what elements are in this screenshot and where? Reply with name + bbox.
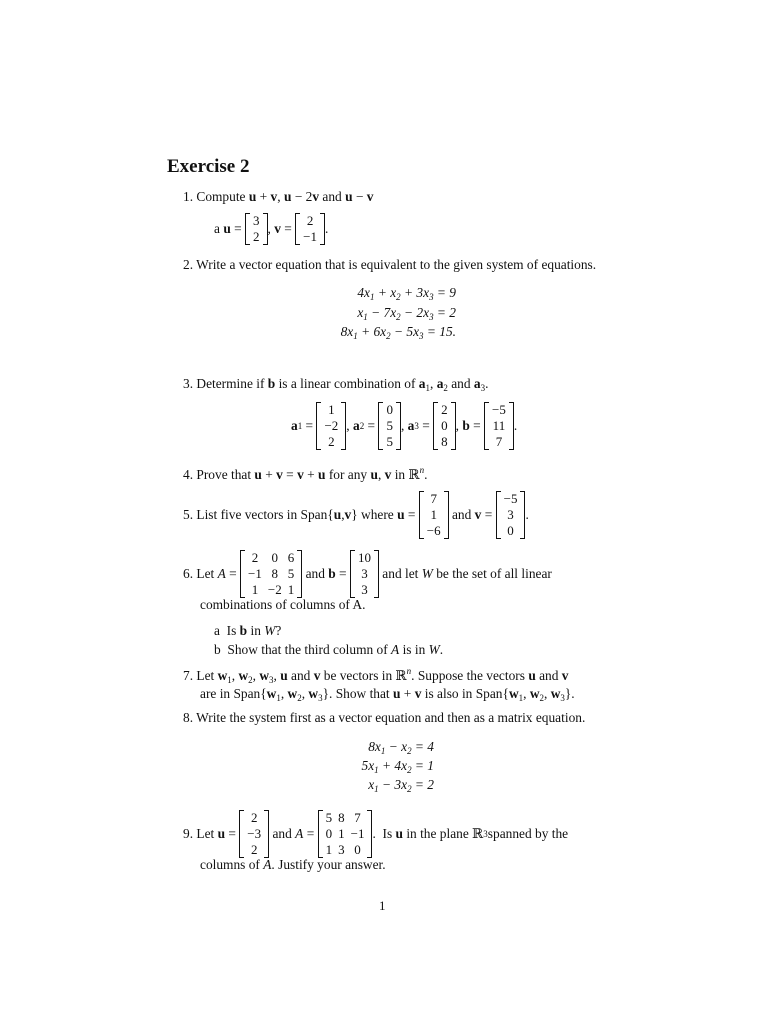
q7-line2: are in $Span\{w_1$, $w_2$, $w_3$}. Show that u + v is also in $Span\{w_1$, $w_2$, $w_3$}. xyxy=(200,686,575,703)
q3-a1-entry: 1 xyxy=(328,402,335,417)
q1-v-entry: 2 xyxy=(306,213,314,228)
q5-v-entry: −5 xyxy=(503,491,518,506)
q6-b-entry: 3 xyxy=(361,582,368,597)
q9-a-entry: 1 xyxy=(325,842,333,857)
q1-vector-v xyxy=(295,213,325,245)
q6-a-entry: 1 xyxy=(287,582,295,597)
q9-a-entry: 1 xyxy=(338,826,345,841)
q9-u-entry: 2 xyxy=(250,810,258,825)
q8-equation-3: $x_1 - 3x_2 = 2$ xyxy=(368,777,434,794)
q3-vector-a3 xyxy=(433,402,456,450)
q1-vector-u xyxy=(245,213,268,245)
q9-line2: columns of A. Justify your answer. xyxy=(200,857,386,872)
q5-vector-u xyxy=(419,491,449,539)
q9-a-entry: 3 xyxy=(338,842,345,857)
q5-u-entry: 7 xyxy=(430,491,437,506)
q9-a-entry: 5 xyxy=(325,810,333,825)
q2-equation-1: $4x_1 + x_2 + 3x_3 = 9$ xyxy=(357,285,456,302)
q9-vector-u xyxy=(239,810,269,858)
q6-b-entry: 10 xyxy=(357,550,371,565)
q9-a-entry: 0 xyxy=(325,826,333,841)
q6-a-entry: 6 xyxy=(287,550,295,565)
q3-a3-entry: 0 xyxy=(441,418,448,433)
q1-prompt: 1. Compute u + v, u − 2v and u − v xyxy=(183,189,374,204)
q3-vector-b xyxy=(484,402,514,450)
q1-part-a: a u = 3 2 , v = 2 −1 . xyxy=(214,213,329,244)
q6-a-entry: 2 xyxy=(251,550,259,565)
q6-a-entry: 0 xyxy=(271,550,279,565)
q6-prompt: 6. Let A = 2 0 6 −1 8 5 1 −2 1 and b = 10 3 3 and let W be the set of all linear xyxy=(183,550,552,597)
q6-a-entry: 8 xyxy=(271,566,279,581)
q3-prompt: 3. Determine if b is a linear combination of $a_1$, $a_2$ and $a_3$. xyxy=(183,376,489,393)
q6-a-entry: 1 xyxy=(251,582,259,597)
q8-equation-2: $5x_1 + 4x_2 = 1$ xyxy=(361,758,434,775)
q6-a-entry: −1 xyxy=(248,566,262,581)
q7-line1: 7. Let $w_1$, $w_2$, $w_3$, u and v be vectors in ℝ$^n$. Suppose the vectors u and v xyxy=(183,666,569,685)
q2-equation-2: $x_1 - 7x_2 - 2x_3 = 2$ xyxy=(357,305,456,322)
q9-prompt: 9. Let u = 2 −3 2 and A = 5 8 7 0 1 −1 1 3 0 . Is u in the plane ℝ 3 spanned by the xyxy=(183,810,569,857)
q9-matrix-a xyxy=(318,810,373,858)
q9-u-entry: 2 xyxy=(250,842,258,857)
q9-a-entry: 0 xyxy=(354,842,361,857)
q6-a-entry: 5 xyxy=(287,566,295,581)
q5-v-entry: 0 xyxy=(507,523,514,538)
q6-vector-b xyxy=(350,550,379,598)
q5-u-entry: 1 xyxy=(430,507,437,522)
q6-part-b: b Show that the third column of A is in W. xyxy=(214,642,444,657)
page-title: Exercise 2 xyxy=(167,156,250,177)
q9-a-entry: 7 xyxy=(354,810,361,825)
q3-vectors: a 1 = 1 −2 2 , a 2 = 0 5 5 , a 3 = 2 0 8 , b = −5 11 7 . xyxy=(291,402,518,449)
q5-u-entry: −6 xyxy=(426,523,441,538)
q3-a2-entry: 0 xyxy=(386,402,393,417)
q9-a-entry: 8 xyxy=(338,810,345,825)
q3-b-entry: 11 xyxy=(492,418,506,433)
q6-a-entry: −2 xyxy=(267,582,282,597)
q8-prompt: 8. Write the system first as a vector equation and then as a matrix equation. xyxy=(183,710,586,725)
q2-prompt: 2. Write a vector equation that is equivalent to the given system of equations. xyxy=(183,257,597,272)
q4-prompt: 4. Prove that u + v = v + u for any u, v in ℝ$^n$. xyxy=(183,465,428,482)
q8-equation-1: $8x_1 - x_2 = 4$ xyxy=(368,739,434,756)
q6-matrix-a xyxy=(240,550,302,598)
q3-a2-entry: 5 xyxy=(386,418,393,433)
q3-a3-entry: 2 xyxy=(441,402,448,417)
q3-vector-a1 xyxy=(316,402,346,450)
q3-a3-entry: 8 xyxy=(441,434,448,449)
q5-v-entry: 3 xyxy=(507,507,514,522)
q9-a-entry: −1 xyxy=(350,826,365,841)
q3-a2-entry: 5 xyxy=(386,434,393,449)
q3-vector-a2 xyxy=(378,402,401,450)
q3-b-entry: 7 xyxy=(495,434,503,449)
q5-prompt: 5. List five vectors in Span{ u , v } where u = 7 1 −6 and v = −5 3 0 . xyxy=(183,491,529,538)
q3-a1-entry: −2 xyxy=(324,418,339,433)
q6-part-a: a Is b in W? xyxy=(214,623,282,638)
q1-u-entry: 2 xyxy=(253,229,260,244)
q2-equation-3: $8x_1 + 6x_2 - 5x_3 = 15$. xyxy=(340,324,456,341)
q3-b-entry: −5 xyxy=(492,402,506,417)
q1-v-entry: −1 xyxy=(303,229,318,244)
q1-u-entry: 3 xyxy=(253,213,260,228)
page-number: 1 xyxy=(379,898,386,913)
q6-b-entry: 3 xyxy=(361,566,368,581)
q6-line2: combinations of columns of A. xyxy=(200,597,366,612)
q9-u-entry: −3 xyxy=(247,826,262,841)
q3-a1-entry: 2 xyxy=(328,434,335,449)
q5-vector-v xyxy=(496,491,526,539)
